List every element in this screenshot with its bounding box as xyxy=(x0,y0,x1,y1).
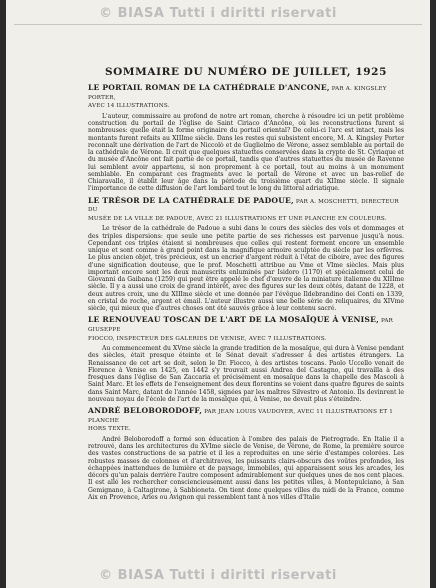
article-byline: PAR JEAN LOUIS VAUDOYER, AVEC 11 ILLUSTRATIONS ET 1 PLANCHE xyxy=(88,409,394,424)
article-title: ANDRÉ BELOBORODOFF, xyxy=(88,406,203,416)
article-section xyxy=(88,84,404,193)
article-heading xyxy=(88,407,404,434)
article-byline: PAR GIUSEPPE xyxy=(88,318,394,333)
watermark-bottom: © BIASA Tutti i diritti riservati xyxy=(99,568,337,583)
binding-edge xyxy=(14,24,422,29)
article-title: LE PORTAIL ROMAN DE LA CATHÉDRALE D'ANCONE, xyxy=(88,83,330,92)
article-heading xyxy=(88,316,404,343)
summary-content xyxy=(88,66,404,504)
article-byline: PAR A. KINGSLEY PORTER, xyxy=(88,86,387,101)
article-subline: MUSÉE DE LA VILLE DE PADOUE, AVEC 21 ILLUSTRATIONS ET UNE PLANCHE EN COULEURS. xyxy=(88,215,387,222)
article-body: André Beloborodoff a formé son éducation à l'ombre des palais de Pietrograde. En Italie il a retrouvé, dans les architectures du XVIme siècle de Venise, de Vérone, de Rome, la première source des vastes constructions de sa patrie et il les a reproduites en une série d'estampes colorées. Les robustes masses de colonnes et d'architraves, les puissants clairs-obscurs des voûtes profondes, les échappées inattendues de lumière et de paysage, immobiles, qui apparaissent sous les arcades, les décors qu'un palais derrière l'autre composent admirablement sur quelques unes de nos cent places. Il est allé les rechercher consciencieusement aussi dans les petites villes, à Montepulciano, à San Gemignano, à Caltagirone, à Sabbioneta. On tient donc quelques villes du midi de la France, comme Aix en Provence, Arles ou Avignon qui ressemblent tant à nos villes d'Italie xyxy=(88,435,404,501)
article-section xyxy=(88,407,404,501)
article-subline: FIOCCO, INSPECTEUR DES GALERIES DE VENISE, AVEC 7 ILLUSTRATIONS. xyxy=(88,335,327,342)
article-title: LE RENOUVEAU TOSCAN DE L'ART DE LA MOSAÏQUE À VENISE, xyxy=(88,315,379,325)
article-body: L'auteur, commissaire au profond de notre art roman, cherche à résoudre ici un petit problème construction du portail de l'église de Saint Ciriaco d'Ancône, où les reconstructions furent si nombreuses: quelle était la forme originaire du portail oriental? De celui-ci l'arc est intact, mais les montants furent refaits au XIIIme siècle. Dans les restes qui subsistent encore, M. A. Kingsley Porter reconnaît une dérivation de l'art de Niccolò et de Guglielmo de Vérone, assez semblable au portail de la cathédrale de Vérone. Il croit que quelques statuettes conservées dans la crypte de St. Cyriaque et du musée d'Ancône ont fait partie de ce portail, tandis que d'autres statuettes du musée de Ravenne lui semblent avoir appartenu, si non proprement à ce portail, tout au moins à un monument semblable. En comparant ces fragments avec le portail de Vérone et avec un bas-relief de Chiaravalle, il établit leur âge dans la période du troisième quart du XIIme siècle. Il signale l'importance de cette diffusion de l'art lombard tout le long du littoral adriatique. xyxy=(88,112,404,193)
article-section xyxy=(88,197,404,313)
article-section xyxy=(88,316,404,403)
article-subline: HORS TEXTE. xyxy=(88,426,131,433)
article-title: LE TRÉSOR DE LA CATHÉDRALE DE PADOUE, xyxy=(88,195,294,205)
magazine-page xyxy=(6,0,430,588)
article-subline: AVEC 14 ILLUSTRATIONS. xyxy=(88,103,170,110)
article-byline: PAR A. MOSCHETTI, DIRECTEUR DU xyxy=(88,198,399,214)
page-title: SOMMAIRE DU NUMÉRO DE JUILLET, 1925 xyxy=(104,66,387,78)
article-body: Le trésor de la cathédrale de Padoue a subi dans le cours des siècles des vols et dommages et des triples dispersions: que seule une petite partie de ses richesses est parvenue jusqu'à nous. Cependant ces triples étaient si nombreuses que celles qui restent forment encore un ensemble unique et sont comme à grand point dans la magnifique armoire sculptée du siècle par les orfèvres. Le plus ancien objet, très précieux, est un encrier d'argent réduit à l'état de ciboire, avec des figures d'une signification douteuse, que le prof. Moschetti attribue au Vme et VIme siècles. Mais plus important encore sont les deux manuscrits enluminés par Isidoro (1170) et spécialement celui de Giovanni da Gaibana (1259) qui peut être appelé le chef d'œuvre de la miniature italienne du XIIIme siècle. Il y a aussi une croix de grand intérêt, avec des figures sur les deux côtés, datant de 1228, et deux autres croix, une du XIIIme siècle et une donnée par l'évêque Ildebrandino dei Conti en 1339, en cristal de roche, argent et émail. L'auteur illustre aussi une belle série de reliquaires, du XIVme siècle, qui mieux que d'autres choses ont été sauvés grâce à leur contenu sacré. xyxy=(88,225,404,313)
watermark-top: © BIASA Tutti i diritti riservati xyxy=(99,6,337,21)
article-heading xyxy=(88,84,404,111)
article-body: Au commencement du XVme siècle la grande tradition de la mosaïque, qui dura à Venise pendant des siècles, était presque éteinte et le Sénat devait s'adresser à des artistes étrangers. La Renaissance de cet art se doit, selon le Dr. Fiocco, à des artistes toscans. Paolo Uccello venait de Florence à Venise en 1425, en 1442 s'y trouvait aussi Andrea del Castagno, qui travailla à des fresques dans l'église de San Zaccaria et précisément en mosaïque dans la chapelle des Mascoli à Saint Marc. Et les effets de l'enseignement des deux florentins se voient dans quatre figures de saints dans Saint Marc, datant de l'année 1458, signées par les maîtres Silvestro et Antonio. Ils devinrent le nouveau noyau de l'école de l'art de la mosaïque qui, à Venise, ne devait plus s'éteindre. xyxy=(88,345,405,403)
article-heading xyxy=(88,197,404,224)
